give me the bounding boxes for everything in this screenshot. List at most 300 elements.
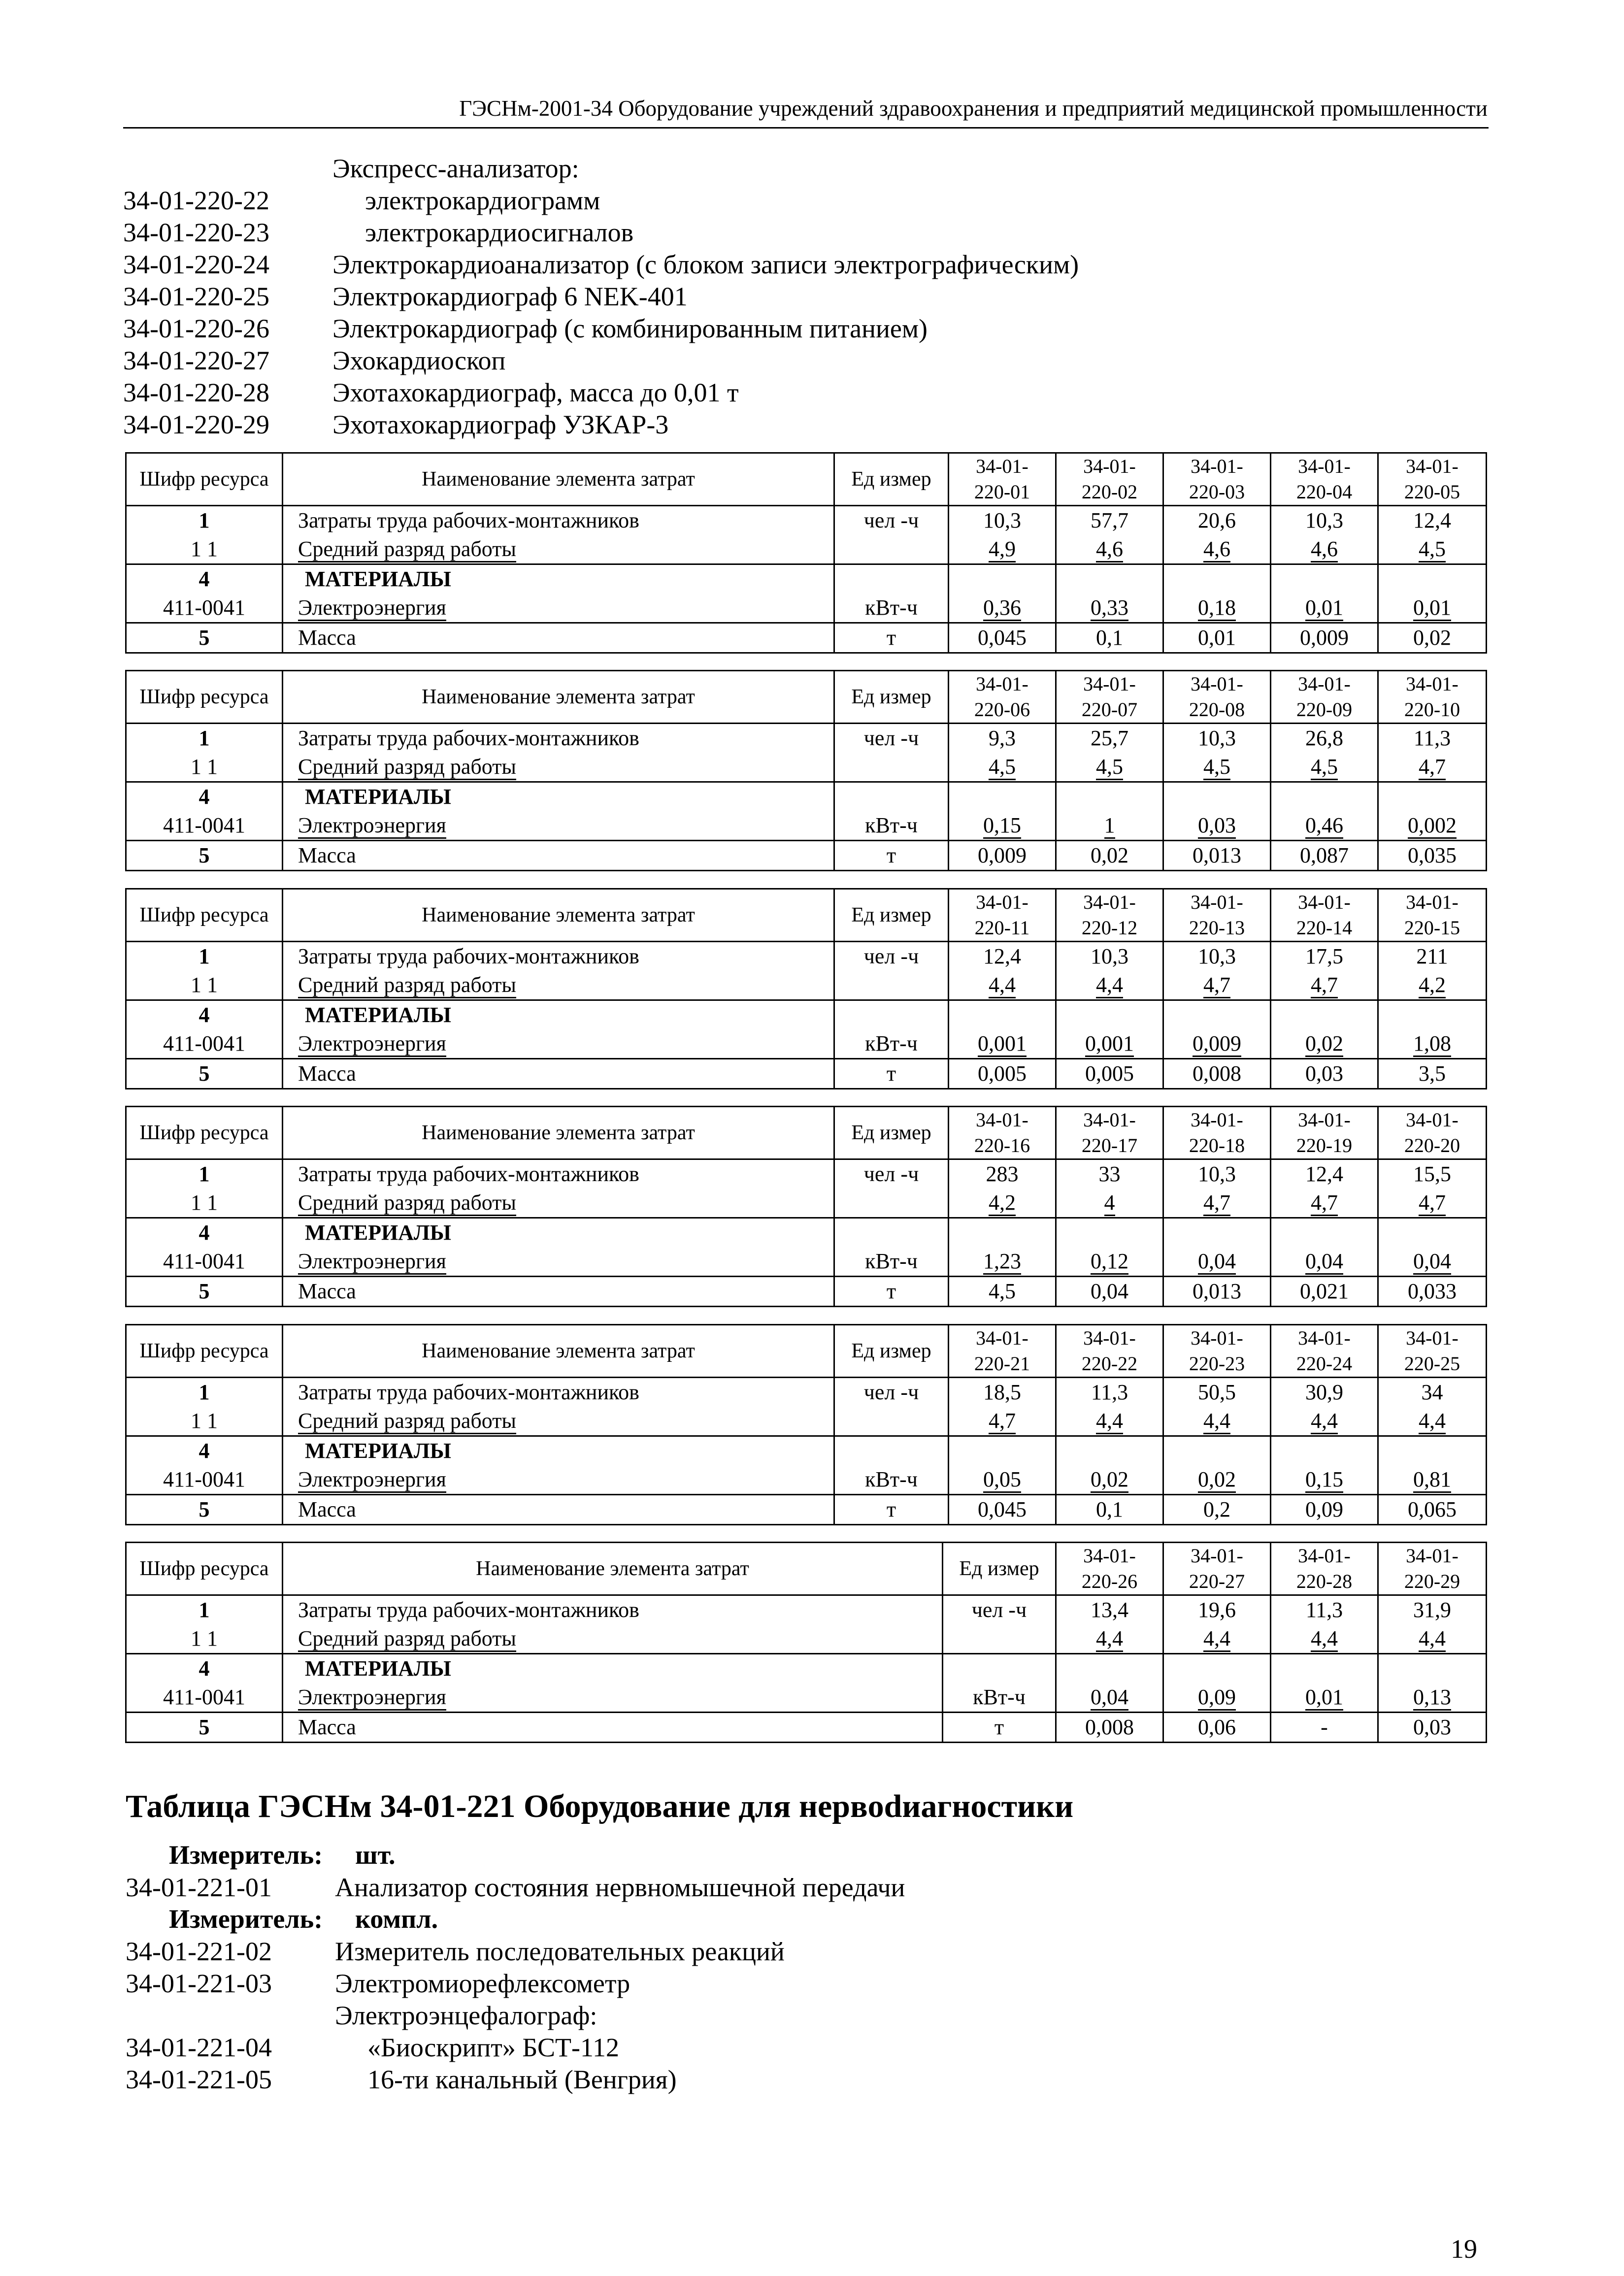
list-item [123,377,1404,409]
resource-code: 5 [126,1495,283,1525]
norm-code-part1: 34-01- [1406,1109,1458,1131]
value-text: 4,7 [1419,1190,1446,1216]
value-text: 4,4 [1096,1626,1123,1652]
page-number: 19 [1451,2234,1477,2264]
item-code: 34-01-221-02 [126,1937,272,1966]
value-cell [1056,841,1163,871]
col-header-unit: Ед измер [943,1543,1056,1595]
value-text: 4,7 [1203,973,1230,998]
value-text: 0,15 [1305,1467,1343,1493]
resource-code: 411-0041 [126,1029,283,1059]
value-text: 4,5 [989,755,1016,780]
value-text: - [1321,1715,1328,1739]
unit-cell [834,1407,949,1436]
value-cell [949,1188,1056,1218]
value-cell [949,506,1056,535]
value-text: 4,4 [1203,1409,1230,1434]
col-header-norm [1378,1107,1487,1159]
col-header-norm [1378,1325,1487,1378]
cost-element-text: Затраты труда рабочих-монтажников [298,1162,639,1186]
value-cell [1271,1247,1378,1277]
value-cell [1271,811,1378,841]
resource-code: 1 1 [126,1188,283,1218]
table-row [126,1218,1487,1248]
value-cell [949,535,1056,564]
value-text: 0,02 [1413,626,1451,650]
value-cell [1056,1465,1163,1495]
col-header-code: Шифр ресурса [126,1543,283,1595]
cost-element-name [283,782,834,812]
value-cell [1056,1029,1163,1059]
value-cell [1271,1495,1378,1525]
norm-code-part2: 220-01 [974,481,1030,503]
resource-code: 411-0041 [126,1465,283,1495]
value-text: 0,065 [1408,1497,1457,1521]
value-text: 0,02 [1091,1467,1128,1493]
unit-cell [834,1188,949,1218]
cost-element-name [283,1436,834,1466]
value-text: 10,3 [1198,1162,1236,1186]
value-text: 0,005 [978,1061,1027,1086]
cost-element-name [283,1407,834,1436]
value-cell [1271,971,1378,1000]
value-text: 1 [1104,813,1115,839]
value-text: 4,6 [1203,537,1230,562]
value-cell [1163,1378,1271,1407]
col-header-norm [949,453,1056,506]
value-cell [1056,594,1163,623]
value-text: 4,4 [1203,1626,1230,1652]
item-list-221-a [126,1872,1406,1904]
resource-code: 5 [126,1277,283,1307]
col-header-name: Наименование элемента затрат [283,889,834,942]
value-cell [949,1436,1056,1466]
value-cell [1056,1247,1163,1277]
value-text: 0,045 [978,1497,1027,1521]
value-cell [1056,811,1163,841]
unit-cell: чел -ч [834,724,949,753]
value-cell [1163,1595,1271,1625]
table-row [126,623,1487,653]
list-item [123,153,1404,185]
col-header-norm [949,1107,1056,1159]
value-text: 0,03 [1305,1061,1343,1086]
unit-cell: т [834,623,949,653]
value-cell [1163,841,1271,871]
cost-element-name [283,1713,943,1743]
value-text: 0,035 [1408,843,1457,867]
value-cell [1056,1378,1163,1407]
value-cell [1056,1683,1163,1713]
cost-element-text: Средний разряд работы [298,755,516,780]
value-cell [1271,1407,1378,1436]
item-code: 34-01-221-05 [126,2065,272,2094]
norm-code-part1: 34-01- [1298,673,1351,695]
value-cell [1271,564,1378,594]
value-cell [1056,535,1163,564]
item-description: электрокардиосигналов [365,218,634,247]
table-row [126,506,1487,535]
cost-element-text: Средний разряд работы [298,537,516,562]
cost-element-text: Электроэнергия [298,813,446,839]
col-header-norm [1271,1325,1378,1378]
col-header-unit: Ед измер [834,1325,949,1378]
value-text: 10,3 [1305,508,1343,532]
cost-element-name [283,811,834,841]
list-item [123,281,1404,313]
value-text: 0,021 [1300,1279,1349,1303]
table-row [126,594,1487,623]
norm-code-part2: 220-25 [1404,1352,1460,1375]
norm-code-part1: 34-01- [1406,455,1458,477]
unit-cell [834,753,949,782]
norm-code-part1: 34-01- [1298,1109,1351,1131]
value-cell [1378,1713,1487,1743]
measure-line-2 [169,1904,438,1934]
cost-element-text: Электроэнергия [298,595,446,621]
value-text: 0,09 [1305,1497,1343,1521]
running-header: ГЭСНм-2001-34 Оборудование учреждений здравоохранения и предприятий медицинской промышленности [459,96,1488,121]
table-row [126,535,1487,564]
value-cell [1056,782,1163,812]
value-text: 4,4 [989,973,1016,998]
value-text: 0,04 [1413,1249,1451,1275]
value-text: 12,4 [983,944,1021,968]
cost-element-name [283,1683,943,1713]
value-text: 0,05 [983,1467,1021,1493]
value-cell [1163,811,1271,841]
col-header-norm [949,889,1056,942]
col-header-norm [1271,889,1378,942]
value-cell [1378,594,1487,623]
table-row [126,1624,1487,1654]
norm-code-part2: 220-21 [974,1352,1030,1375]
value-cell [1056,1218,1163,1248]
value-text: 0,01 [1305,595,1343,621]
value-cell [1271,1713,1378,1743]
col-header-norm [1378,1543,1487,1595]
value-text: 0,005 [1085,1061,1134,1086]
cost-element-name [283,506,834,535]
resource-code: 411-0041 [126,1683,283,1713]
item-code: 34-01-220-22 [123,186,269,215]
value-cell [1271,506,1378,535]
table-row [126,724,1487,753]
value-text: 0,04 [1091,1685,1128,1711]
norm-code-part1: 34-01- [976,455,1028,477]
value-cell [949,1059,1056,1089]
table-row [126,841,1487,871]
cost-element-text: Электроэнергия [298,1467,446,1493]
value-text: 4,2 [989,1190,1016,1216]
norm-code-part2: 220-20 [1404,1134,1460,1156]
value-cell [1163,724,1271,753]
col-header-norm [1271,671,1378,724]
value-cell [1378,1059,1487,1089]
value-cell [1163,971,1271,1000]
value-cell [1163,1683,1271,1713]
col-header-norm [1056,453,1163,506]
value-cell [1378,1495,1487,1525]
table-row [126,1277,1487,1307]
item-description: Измеритель последовательных реакций [335,1937,785,1966]
value-cell [949,1495,1056,1525]
cost-element-text: Средний разряд работы [298,1409,516,1434]
value-cell [1163,1029,1271,1059]
value-cell [1271,1624,1378,1654]
list-item [126,2000,1406,2032]
value-text: 4,5 [1203,755,1230,780]
value-cell [1271,1654,1378,1683]
unit-cell [834,564,949,594]
value-text: 4,7 [1311,1190,1338,1216]
item-description: Электромиорефлексометр [335,1969,630,1998]
col-header-code: Шифр ресурса [126,1325,283,1378]
unit-cell: кВт-ч [834,1247,949,1277]
table-row [126,1029,1487,1059]
value-cell [949,1000,1056,1030]
value-cell [1271,1378,1378,1407]
value-text: 4,5 [1419,537,1446,562]
norm-code-part2: 220-12 [1081,917,1138,939]
value-text: 0,46 [1305,813,1343,839]
norm-code-part2: 220-07 [1081,698,1138,721]
value-cell [1163,1059,1271,1089]
table-row [126,1000,1487,1030]
value-cell [1056,1713,1163,1743]
list-item [126,1968,1406,2000]
cost-element-text: Масса [298,1061,356,1086]
unit-cell: кВт-ч [834,594,949,623]
value-text: 9,3 [989,726,1016,750]
unit-cell: кВт-ч [834,1029,949,1059]
value-cell [1056,753,1163,782]
norm-code-part1: 34-01- [1406,1327,1458,1349]
value-cell [1163,1436,1271,1466]
table-row [126,942,1487,971]
cost-element-text: Средний разряд работы [298,1626,516,1652]
value-cell [1056,1624,1163,1654]
item-code: 34-01-220-26 [123,314,269,343]
col-header-norm [1163,453,1271,506]
item-description: Электрокардиограф 6 NEK-401 [332,282,688,311]
col-header-norm [1271,1107,1378,1159]
value-text: 0,002 [1408,813,1457,839]
value-cell [1378,564,1487,594]
value-cell [1378,535,1487,564]
value-cell [1378,724,1487,753]
measure-unit: шт. [355,1840,396,1870]
value-cell [1378,1465,1487,1495]
resource-code: 1 1 [126,971,283,1000]
cost-element-name [283,594,834,623]
cost-element-text: МАТЕРИАЛЫ [305,1439,451,1463]
value-cell [1163,535,1271,564]
value-cell [1378,1218,1487,1248]
value-text: 0,001 [1085,1031,1134,1057]
item-description: Электроэнцефалограф: [335,2001,597,2030]
value-cell [1056,1407,1163,1436]
col-header-norm [1163,671,1271,724]
value-text: 13,4 [1091,1598,1128,1622]
header-rule [123,127,1489,129]
value-cell [1056,942,1163,971]
value-cell [1378,506,1487,535]
norm-code-part1: 34-01- [1298,1545,1351,1567]
value-cell [1163,1218,1271,1248]
value-text: 0,04 [1305,1249,1343,1275]
table-row [126,1713,1487,1743]
measure-unit: компл. [355,1904,438,1934]
resource-code: 411-0041 [126,594,283,623]
list-item [126,2032,1406,2064]
norm-code-part1: 34-01- [1406,891,1458,913]
col-header-name: Наименование элемента затрат [283,1107,834,1159]
item-code: 34-01-220-28 [123,378,269,407]
cost-element-name [283,564,834,594]
value-cell [1271,1029,1378,1059]
value-text: 0,008 [1085,1715,1134,1739]
cost-element-name [283,535,834,564]
value-cell [1378,1654,1487,1683]
value-cell [949,841,1056,871]
norm-code-part1: 34-01- [1191,673,1243,695]
table-row [126,1407,1487,1436]
table-row [126,1188,1487,1218]
item-description: Экспресс-анализатор: [332,154,579,183]
norm-code-part2: 220-03 [1189,481,1245,503]
value-text: 0,001 [978,1031,1027,1057]
value-cell [1056,1277,1163,1307]
value-cell [1271,724,1378,753]
value-cell [1271,1159,1378,1189]
col-header-name: Наименование элемента затрат [283,453,834,506]
cost-element-text: Электроэнергия [298,1031,446,1057]
resource-code: 4 [126,1000,283,1030]
resource-code: 5 [126,623,283,653]
resource-code: 1 [126,1378,283,1407]
norm-code-part2: 220-29 [1404,1570,1460,1592]
item-code [123,153,332,185]
col-header-norm [1163,1107,1271,1159]
unit-cell [943,1654,1056,1683]
list-item [123,185,1404,217]
cost-element-text: МАТЕРИАЛЫ [305,1220,451,1245]
cost-element-name [283,841,834,871]
value-text: 4,4 [1096,973,1123,998]
value-text: 0,008 [1193,1061,1241,1086]
value-text: 0,81 [1413,1467,1451,1493]
table-row [126,1595,1487,1625]
value-cell [1378,1159,1487,1189]
table-row [126,971,1487,1000]
value-cell [1056,1654,1163,1683]
value-text: 0,033 [1408,1279,1457,1303]
value-text: 25,7 [1091,726,1128,750]
resource-code: 4 [126,782,283,812]
value-text: 0,1 [1096,1497,1123,1521]
cost-element-name [283,1378,834,1407]
value-text: 283 [986,1162,1019,1186]
cost-element-text: Масса [298,1715,356,1739]
measure-label: Измеритель: [169,1904,323,1934]
value-cell [1378,1000,1487,1030]
resource-code: 1 1 [126,753,283,782]
col-header-unit: Ед измер [834,671,949,724]
value-text: 0,18 [1198,595,1236,621]
value-text: 50,5 [1198,1380,1236,1404]
cost-element-text: МАТЕРИАЛЫ [305,1656,451,1681]
resource-table [125,888,1487,1089]
value-text: 4,4 [1419,1626,1446,1652]
value-cell [1378,942,1487,971]
value-text: 11,3 [1305,1598,1343,1622]
measure-label: Измеритель: [169,1840,323,1870]
value-text: 0,04 [1091,1279,1128,1303]
col-header-norm [1056,1325,1163,1378]
value-text: 20,6 [1198,508,1236,532]
value-text: 0,02 [1305,1031,1343,1057]
cost-element-text: Затраты труда рабочих-монтажников [298,726,639,750]
value-text: 0,013 [1193,1279,1241,1303]
value-text: 4,4 [1311,1409,1338,1434]
value-text: 0,02 [1198,1467,1236,1493]
value-text: 0,02 [1091,843,1128,867]
col-header-name: Наименование элемента затрат [283,671,834,724]
value-cell [1271,1436,1378,1466]
value-text: 0,04 [1198,1249,1236,1275]
unit-cell: кВт-ч [943,1683,1056,1713]
value-cell [1271,1683,1378,1713]
value-cell [949,1277,1056,1307]
cost-element-text: Затраты труда рабочих-монтажников [298,508,639,532]
col-header-code: Шифр ресурса [126,671,283,724]
value-text: 4 [1104,1190,1115,1216]
value-cell [949,1465,1056,1495]
norm-code-part1: 34-01- [1191,455,1243,477]
item-description: Электрокардиоанализатор (с блоком записи электрографическим) [332,250,1079,279]
value-text: 15,5 [1413,1162,1451,1186]
list-item [123,409,1404,441]
norm-code-part2: 220-26 [1081,1570,1138,1592]
cost-element-text: Затраты труда рабочих-монтажников [298,944,639,968]
value-text: 0,01 [1305,1685,1343,1711]
norm-code-part2: 220-02 [1081,481,1138,503]
value-cell [949,1159,1056,1189]
value-cell [1378,1247,1487,1277]
unit-cell: т [834,1059,949,1089]
value-cell [1163,564,1271,594]
table-row [126,1654,1487,1683]
value-text: 11,3 [1413,726,1451,750]
item-description: Эхотахокардиограф, масса до 0,01 т [332,378,739,407]
value-cell [1163,623,1271,653]
value-cell [1271,753,1378,782]
value-text: 0,009 [1300,626,1349,650]
value-text: 0,087 [1300,843,1349,867]
cost-element-text: Средний разряд работы [298,1190,516,1216]
value-text: 30,9 [1305,1380,1343,1404]
norm-code-part2: 220-08 [1189,698,1245,721]
norm-code-part1: 34-01- [1298,455,1351,477]
unit-cell: чел -ч [943,1595,1056,1625]
unit-cell [834,1436,949,1466]
table-row [126,564,1487,594]
norm-code-part1: 34-01- [976,891,1028,913]
norm-code-part1: 34-01- [1083,891,1136,913]
table-row [126,782,1487,812]
value-cell [1056,1436,1163,1466]
